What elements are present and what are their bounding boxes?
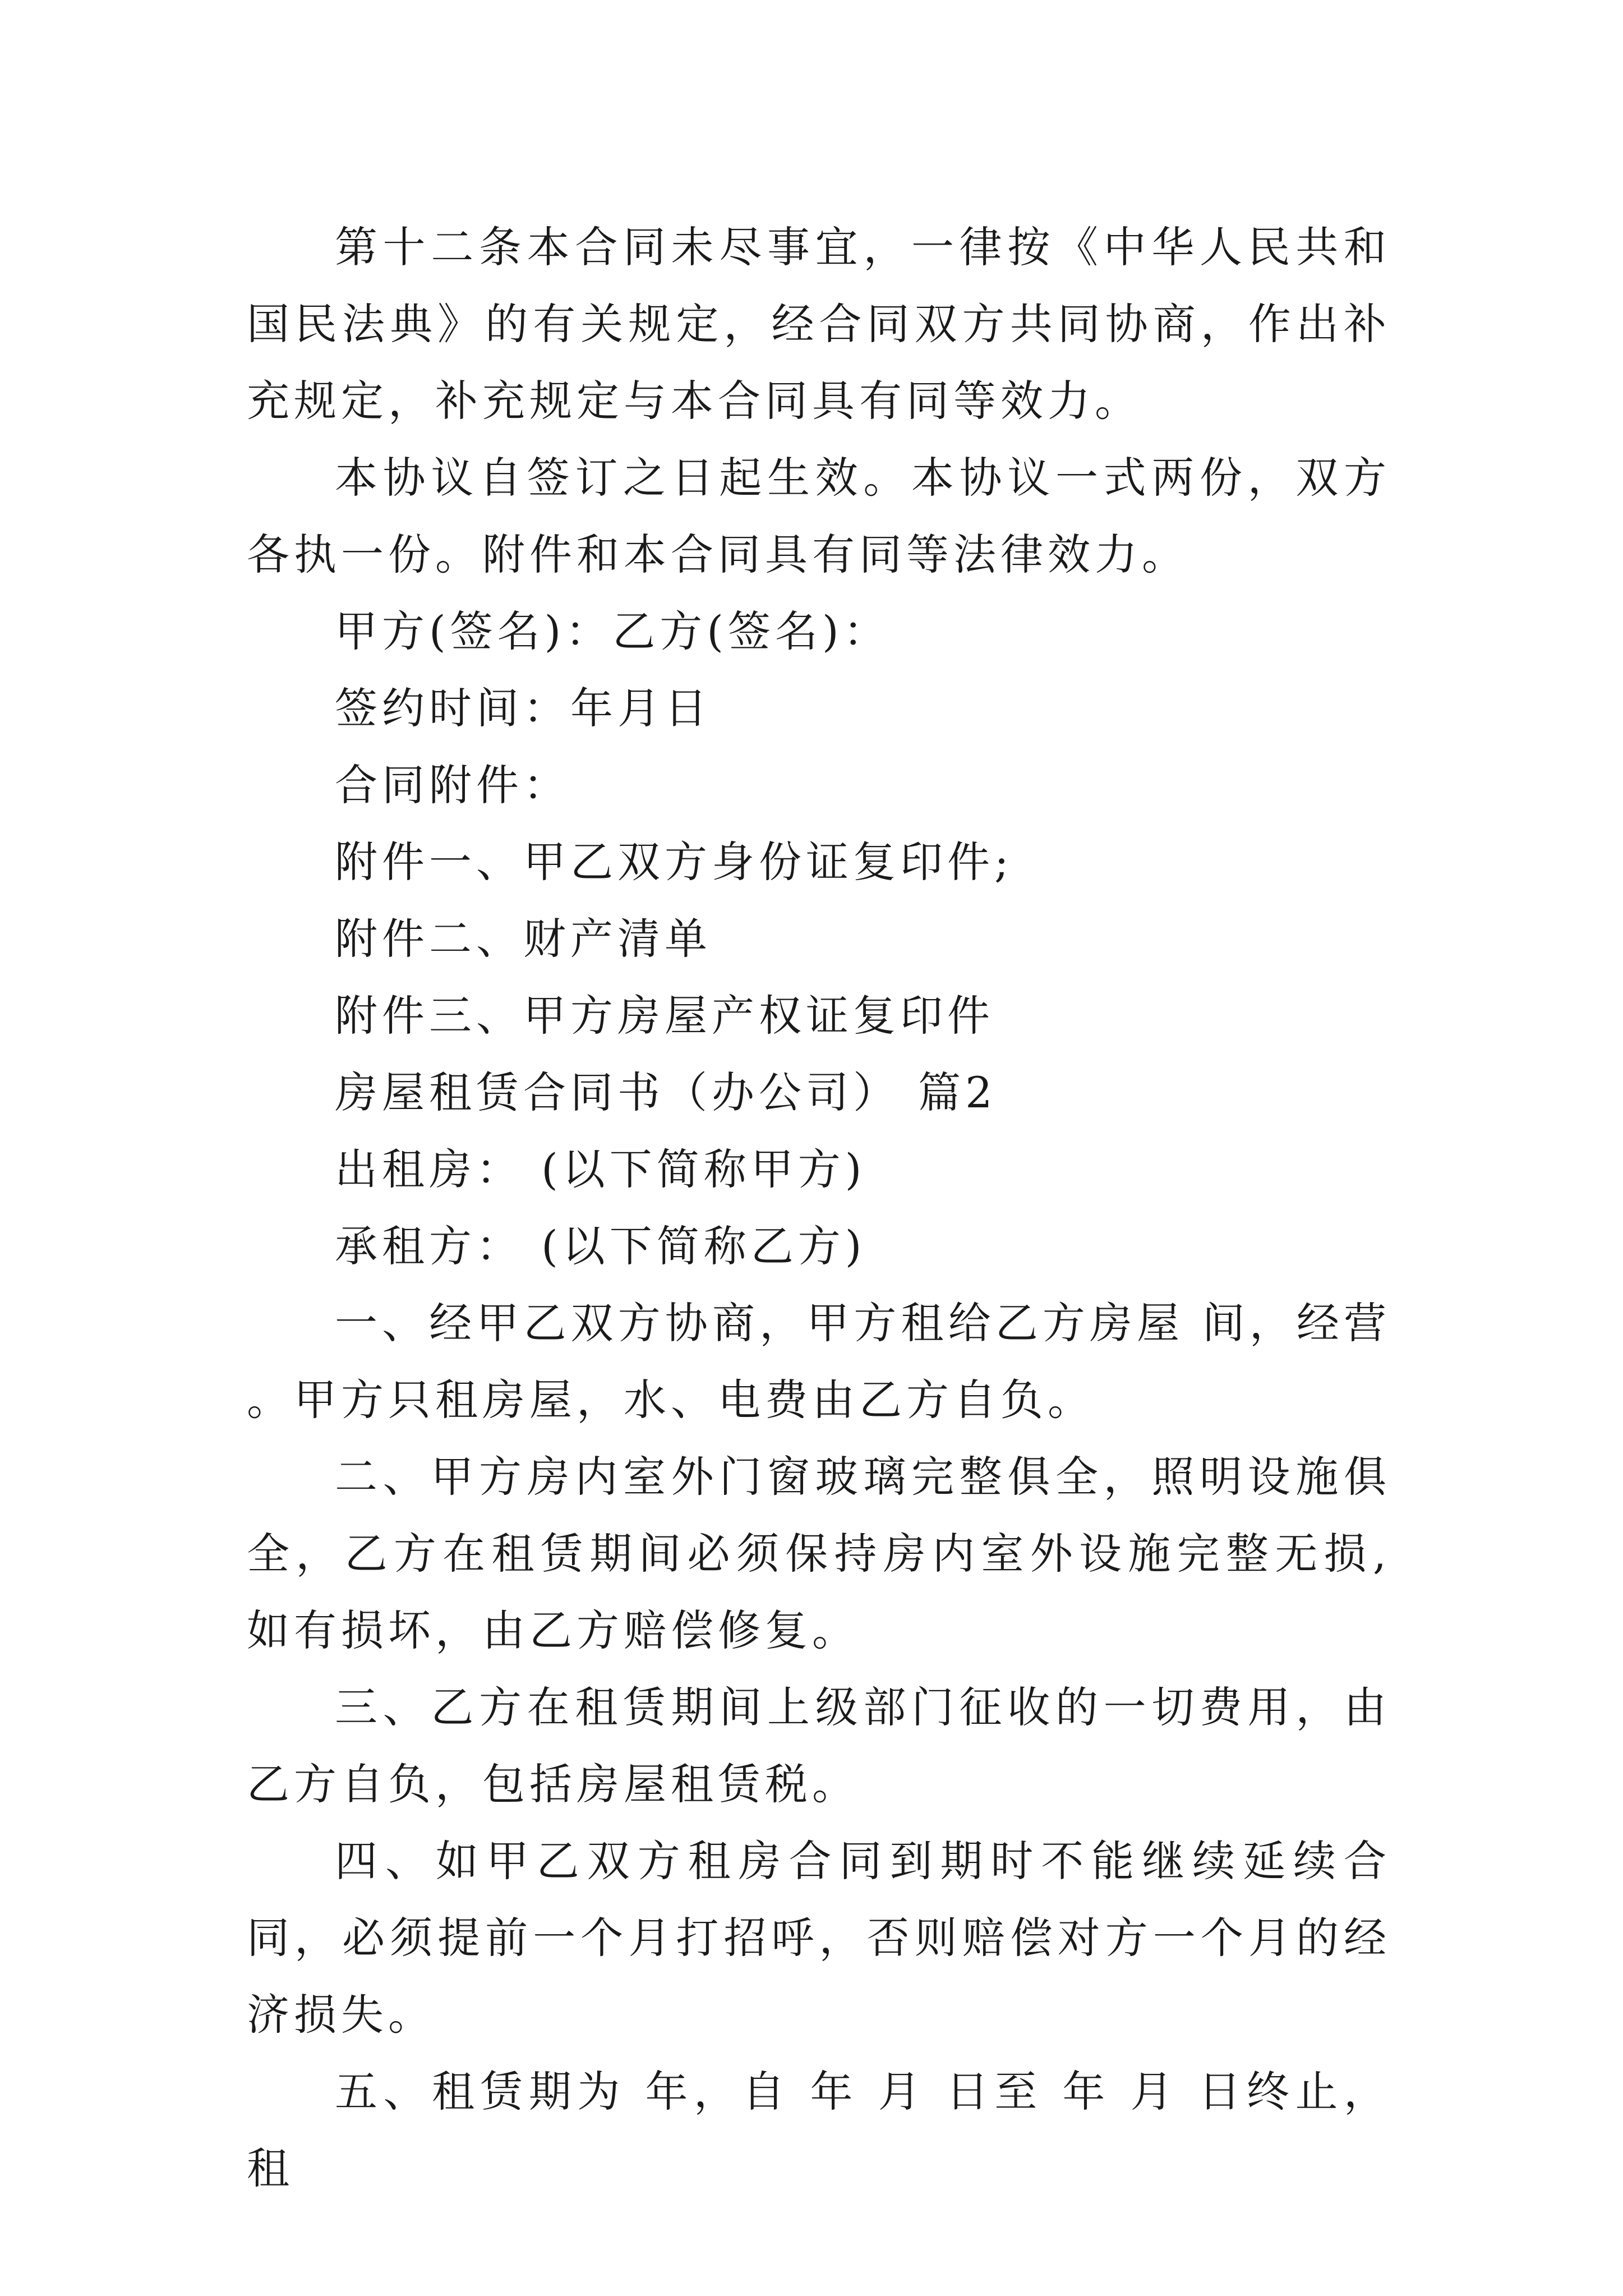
attachment-item-3: 附件三、甲方房屋产权证复印件 [335,991,994,1041]
clause-1: 一、经甲乙双方协商，甲方租给乙方房屋 间，经营 。甲方只租房屋，水、电费由乙方自负。 [247,1298,1391,1425]
lessor-line: 出租房： (以下简称甲方) [335,1144,866,1194]
signing-date-line: 签约时间：年月日 [335,683,712,733]
signature-line: 甲方(签名)：乙方(签名)： [335,606,891,656]
attachment-item-1: 附件一、甲乙双方身份证复印件; [335,837,1013,887]
paragraph-article-12: 第十二条本合同未尽事宜，一律按《中华人民共和国民法典》的有关规定，经合同双方共同协商，作出补充规定，补充规定与本合同具有同等效力。 [247,222,1391,426]
attachment-item-2: 附件二、财产清单 [335,914,712,964]
lessee-line: 承租方： (以下简称乙方) [335,1221,866,1271]
document-body [247,209,1391,2207]
clause-5: 五、租赁期为 年，自 年 月 日至 年 月 日终止，租 [247,2067,1391,2193]
clause-2: 二、甲方房内室外门窗玻璃完整俱全，照明设施俱全，乙方在租赁期间必须保持房内室外设施完整无损,如有损坏，由乙方赔偿修复。 [247,1452,1391,1655]
clause-3: 三、乙方在租赁期间上级部门征收的一切费用，由乙方自负，包括房屋租赁税。 [247,1682,1391,1809]
clause-4: 四、如甲乙双方租房合同到期时不能继续延续合同，必须提前一个月打招呼，否则赔偿对方一个月的经济损失。 [247,1836,1391,2040]
paragraph-effectiveness: 本协议自签订之日起生效。本协议一式两份，双方各执一份。附件和本合同具有同等法律效力。 [247,453,1391,579]
attachments-title: 合同附件： [335,760,570,810]
section-title: 房屋租赁合同书（办公司） 篇2 [335,1068,997,1117]
